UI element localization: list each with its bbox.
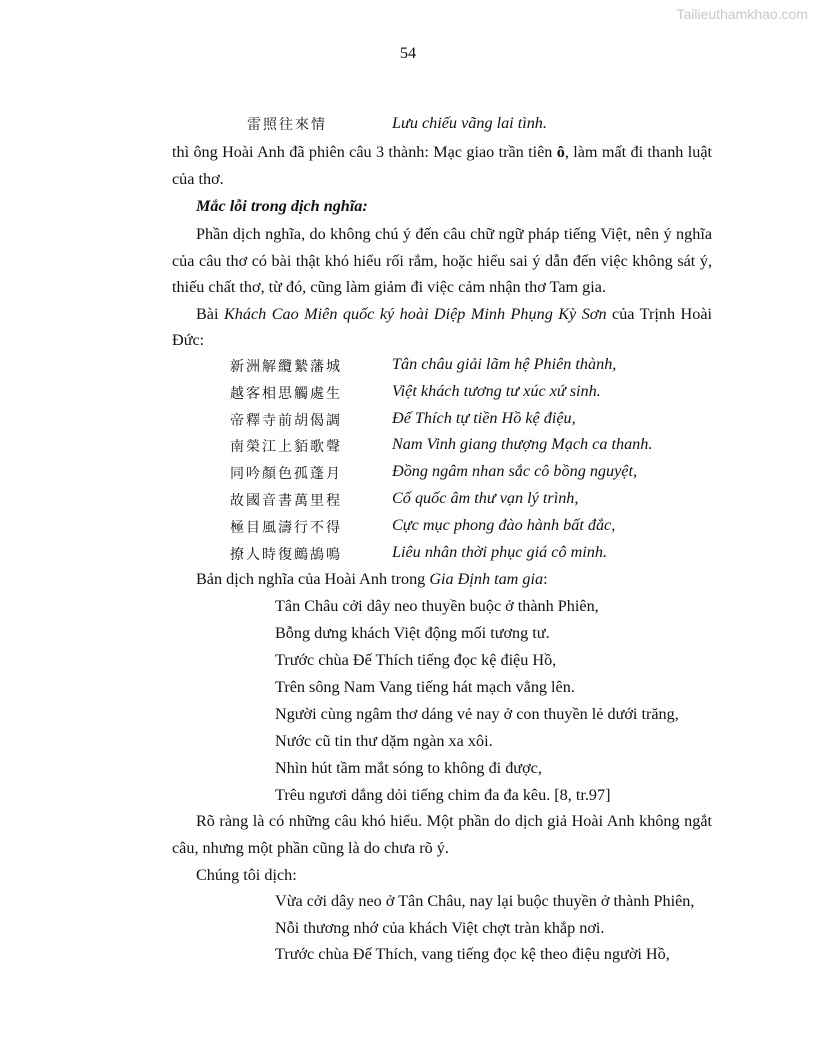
poem-viet-line: Tân châu giải lãm hệ Phiên thành,: [392, 355, 617, 373]
bold-text: ô: [556, 143, 565, 161]
han-line: 雷照往來情: [247, 118, 327, 133]
poem-han-line: 撩人時復鷓鴣鳴: [230, 547, 342, 563]
poem-han-line: 故國音書萬里程: [230, 494, 342, 509]
poem-viet-line: Đồng ngâm nhan sắc cô bồng nguyệt,: [392, 462, 638, 481]
translation-line: Người cùng ngâm thơ dáng vẻ nay ở con thuyền lẻ dưới trăng,: [275, 705, 679, 723]
translation-line: Bỗng dưng khách Việt động mối tương tư.: [275, 624, 550, 642]
poem-han-line: 新洲解纜縶藩城: [230, 360, 342, 375]
poem-viet-line: Liêu nhân thời phục giá cô minh.: [392, 542, 608, 561]
poem-title: Khách Cao Miên quốc ký hoài Diệp Minh Phụng Kỳ Sơn: [223, 305, 607, 323]
translation-line: Trước chùa Đế Thích, vang tiếng đọc kệ theo điệu người Hồ,: [275, 945, 670, 964]
viet-line: Lưu chiếu vãng lai tình.: [392, 114, 547, 132]
poem-han-line: 同吟顏色孤蓬月: [230, 467, 342, 483]
section-heading: Mắc lỗi trong dịch nghĩa:: [196, 197, 368, 215]
paragraph-line: Phần dịch nghĩa, do không chú ý đến câu chữ ngữ pháp tiếng Việt, nên ý nghĩa: [196, 225, 712, 243]
text: , làm mất đi thanh luật: [564, 143, 713, 161]
poem-han-line: 極目風濤行不得: [230, 520, 342, 536]
translation-line: Trước chùa Đế Thích tiếng đọc kệ điệu Hồ,: [275, 651, 557, 669]
poem-viet-line: Cực mục phong đào hành bất đắc,: [392, 515, 616, 534]
poem-han-line: 帝釋寺前胡偈調: [230, 413, 342, 429]
paragraph-line: câu, nhưng một phần cũng là do chưa rõ ý.: [172, 839, 449, 857]
paragraph-line: Chúng tôi dịch:: [196, 866, 297, 884]
paragraph-line: thiếu chất thơ, từ đó, cũng làm giảm đi việc cảm nhận thơ Tam gia.: [172, 278, 606, 296]
translation-line: Nỗi thương nhớ của khách Việt chợt tràn khắp nơi.: [275, 918, 605, 937]
paragraph-line: Đức:: [172, 331, 205, 349]
paragraph-line: [196, 305, 712, 324]
poem-viet-line: Việt khách tương tư xúc xứ sinh.: [392, 381, 601, 400]
translation-line: Trên sông Nam Vang tiếng hát mạch vẳng lên.: [275, 678, 575, 696]
poem-viet-line: Đế Thích tự tiền Hồ kệ điệu,: [392, 408, 576, 427]
paragraph-line: của thơ.: [172, 170, 224, 188]
poem-han-line: 南榮江上貊歌聲: [230, 440, 342, 456]
translation-line: Trêu ngươi dắng dỏi tiếng chim đa đa kêu. [8, tr.97]: [275, 786, 611, 804]
paragraph-line: [172, 143, 712, 162]
book-title: Gia Định tam gia: [429, 570, 544, 588]
text: của Trịnh Hoài: [606, 305, 713, 323]
text: Bài: [196, 305, 224, 323]
watermark: Tailieuthamkhao.com: [676, 6, 808, 22]
text: :: [543, 570, 548, 588]
poem-viet-line: Cố quốc âm thư vạn lý trình,: [392, 489, 579, 507]
text: Bản dịch nghĩa của Hoài Anh trong: [196, 570, 430, 588]
paragraph-line: [196, 570, 548, 589]
translation-line: Nhìn hút tầm mắt sóng to không đi được,: [275, 759, 542, 777]
text: thì ông Hoài Anh đã phiên câu 3 thành: Mạc giao trần tiên: [172, 143, 557, 161]
poem-viet-line: Nam Vinh giang thượng Mạch ca thanh.: [392, 435, 653, 454]
translation-line: Vừa cởi dây neo ở Tân Châu, nay lại buộc thuyền ở thành Phiên,: [275, 892, 695, 910]
poem-han-line: 越客相思觸處生: [230, 386, 342, 402]
translation-line: Nước cũ tin thư dặm ngàn xa xôi.: [275, 732, 493, 750]
paragraph-line: của câu thơ có bài thật khó hiểu rối rắm, hoặc hiểu sai ý dẫn đến việc không sát ý,: [172, 252, 712, 270]
page-number: 54: [399, 44, 417, 62]
translation-line: Tân Châu cởi dây neo thuyền buộc ở thành Phiên,: [275, 597, 599, 615]
paragraph-line: Rõ ràng là có những câu khó hiểu. Một phần do dịch giả Hoài Anh không ngắt: [196, 812, 712, 830]
